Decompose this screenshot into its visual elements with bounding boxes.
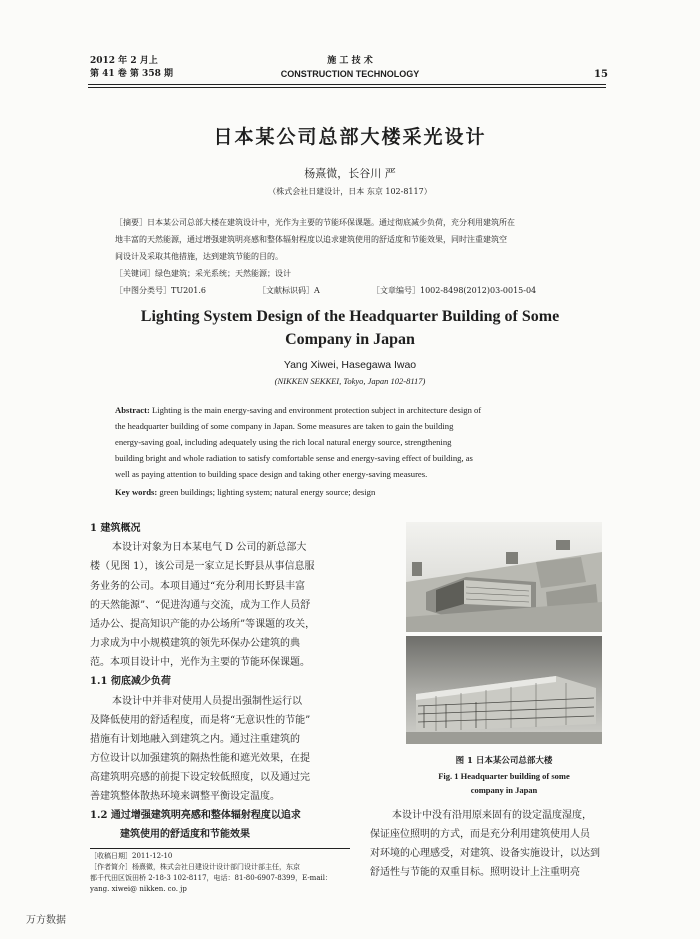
figure-caption-en-line1: Fig. 1 Headquarter building of some (438, 771, 570, 781)
body-text-line: 本设计中没有沿用原来固有的设定温度湿度， (392, 810, 592, 821)
footnote-received: ［收稿日期］2011-12-10 (90, 852, 173, 860)
body-text-line: 的天然能源”、“促进沟通与交流，成为工作人员舒 (90, 600, 311, 611)
clc-number: ［中图分类号］TU201.6 (115, 286, 206, 295)
keywords-en-label: Key words: (115, 487, 158, 497)
page-title-en-line2: Company in Japan (285, 331, 415, 348)
footnote-bio: 都千代田区饭田桥 2-18-3 102-8117，电话：81-80-6907-8399，E-mail： (90, 874, 332, 882)
abstract-cn-line: 间设计及采取其他措施，达到建筑节能的目的。 (115, 252, 283, 261)
affiliation-en: (NIKKEN SEKKEI, Tokyo, Japan 102-8117) (274, 376, 426, 386)
keywords-en (115, 484, 375, 500)
footnote-rule (90, 848, 350, 849)
body-text-line: 高建筑明亮感的前提下设定较低照度，以及通过完 (90, 772, 310, 783)
body-text-line: 适办公、提高知识产能的办公场所”等课题的攻关， (90, 619, 316, 630)
footnote-bio: ［作者简介］杨熹微，株式会社日建设计设计部门设计部主任，东京 (90, 863, 300, 871)
authors-en: Yang Xiwei, Hasegawa Iwao (283, 359, 417, 371)
body-text-line: 本设计对象为日本某电气 D 公司的新总部大 (112, 542, 307, 553)
page-title-en-line1: Lighting System Design of the Headquarter Building of Some (140, 308, 560, 325)
figure-caption-en-line2: company in Japan (470, 785, 538, 795)
body-text-line: 舒适性与节能的双重目标。照明设计上注重明亮 (370, 867, 580, 878)
header-rule (88, 84, 606, 85)
abstract-en-line: building bright and whole radiation to satisfy comfortable sense and energy-saving effect of building, as (115, 453, 473, 463)
keywords-en-text: green buildings; lighting system; natural energy source; design (157, 487, 376, 497)
section-1-2-heading-cont: 建筑使用的舒适度和节能效果 (120, 829, 250, 840)
footnote-email: yang. xiwei@ nikken. co. jp (90, 885, 187, 893)
header-journal-cn: 施 工 技 术 (327, 56, 373, 66)
body-text-line: 及降低使用的舒适程度，而是将“无意识性的节能” (90, 715, 311, 726)
header-journal-en: CONSTRUCTION TECHNOLOGY (280, 69, 420, 79)
abstract-en-line: energy-saving goal, including adequately using the rich local natural energy source, strengthening (115, 437, 452, 447)
section-1-2-heading: 1.2 通过增强建筑明亮感和整体辐射程度以追求 (90, 810, 301, 821)
body-text-line: 措施有计划地融入到建筑之内。通过注重建筑的 (90, 734, 300, 745)
figure-caption-cn: 图 1 日本某公司总部大楼 (455, 756, 553, 766)
document-code: ［文献标识码］A (258, 286, 320, 295)
abstract-en-line (115, 402, 599, 418)
header-rule-thin (88, 87, 606, 88)
article-number: ［文章编号］1002-8498(2012)03-0015-04 (372, 286, 537, 295)
body-text-line: 对环境的心理感受，对建筑、设备实施设计，以达到 (370, 848, 600, 859)
authors-cn: 杨熹微，长谷川 严 (304, 167, 396, 180)
abstract-en-label: Abstract: (115, 405, 150, 415)
body-text-line: 本设计中并非对使用人员提出强制性运行以 (112, 696, 302, 707)
section-1-heading: 1 建筑概况 (90, 523, 141, 534)
building-photo-aerial (406, 522, 602, 632)
abstract-en-line: the headquarter building of some company in Japan. Some measures are taken to gain the building (115, 421, 454, 431)
affiliation-cn: （株式会社日建设计，日本 东京 102-8117） (268, 187, 432, 196)
body-text-line: 保证座位照明的方式，而是充分利用建筑使用人员 (370, 829, 590, 840)
body-text-line: 楼（见图 1），该公司是一家立足长野县从事信息服 (90, 561, 315, 572)
section-1-1-heading: 1.1 彻底减少负荷 (90, 676, 171, 687)
abstract-cn-line: 地丰富的天然能源，通过增强建筑明亮感和整体辐射程度以追求建筑使用的舒适度和节能效果，同时注重建筑空 (115, 235, 507, 244)
body-text-line: 力求成为中小规模建筑的领先环保办公建筑的典 (90, 638, 300, 649)
page-number: 15 (594, 69, 608, 80)
building-photo-street (406, 636, 602, 744)
page-title-cn: 日本某公司总部大楼采光设计 (213, 126, 487, 148)
body-text-line: 善建筑整体散热环境来调整平衡设定温度。 (90, 791, 280, 802)
keywords-cn: ［关键词］绿色建筑；采光系统；天然能源；设计 (115, 269, 291, 278)
body-text-line: 务业务的公司。本项目通过“充分利用长野县丰富 (90, 581, 306, 592)
abstract-en-text: Lighting is the main energy-saving and environment protection subject in architecture design of (149, 405, 482, 415)
abstract-en-line: well as paying attention to building space design and taking other energy-saving measures. (115, 469, 428, 479)
body-text-line: 方位设计以加强建筑的隔热性能和遮光效果，在提 (90, 753, 310, 764)
watermark-text: 万方数据 (26, 915, 66, 926)
header-volume: 第 41 卷 第 358 期 (90, 69, 173, 79)
body-text-line: 范。本项目设计中，光作为主要的节能环保课题。 (90, 657, 310, 668)
abstract-cn-line: ［摘要］日本某公司总部大楼在建筑设计中，光作为主要的节能环保课题。通过彻底减少负荷，充分利用建筑所在 (115, 218, 515, 227)
header-date: 2012 年 2 月上 (90, 56, 158, 66)
